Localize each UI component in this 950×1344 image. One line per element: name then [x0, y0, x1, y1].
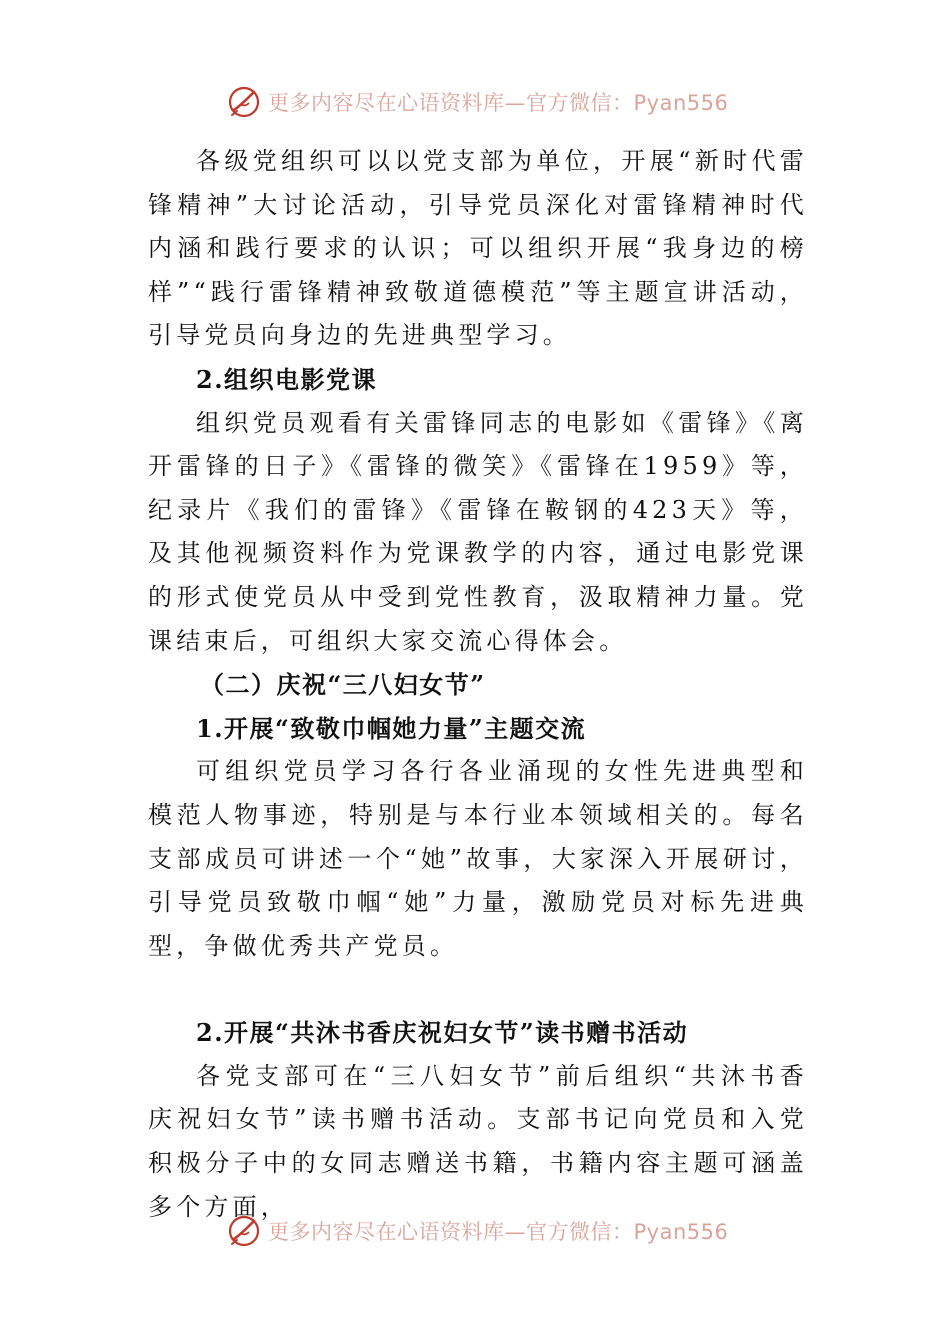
heading-womens-day: （二）庆祝“三八妇女节”: [200, 670, 486, 700]
pen-circle-logo-icon: [226, 84, 262, 120]
paragraph-reading-book-gifting: 各党支部可在“三八妇女节”前后组织“共沐书香庆祝妇女节”读书赠书活动。支部书记向党员和入党积极分子中的女同志赠送书籍，书籍内容主题可涵盖多个方面，: [148, 1061, 808, 1221]
footer-watermark-banner: [226, 1211, 746, 1251]
paragraph-lei-feng-discussion: 各级党组织可以以党支部为单位，开展“新时代雷锋精神”大讨论活动，引导党员深化对雷锋精神时代内涵和践行要求的认识；可以组织开展“我身边的榜样”“践行雷锋精神致敬道德模范”等主题宣讲活动，引导党员向身边的先进典型学习。: [148, 147, 808, 350]
banner-text: 更多内容尽在心语资料库—官方微信：Pyan556: [268, 1220, 729, 1244]
blank-line: [148, 968, 808, 1011]
paragraph-film-party-lesson: 组织党员观看有关雷锋同志的电影如《雷锋》《离开雷锋的日子》《雷锋的微笑》《雷锋在1959》等，纪录片《我们的雷锋》《雷锋在鞍钢的423天》等，及其他视频资料作为党课教学的内容，通过电影党课的形式使党员从中受到党性教育，汲取精神力量。党课结束后，可组织大家交流心得体会。: [148, 408, 808, 655]
paragraph-tribute-exchange: 可组织党员学习各行各业涌现的女性先进典型和模范人物事迹，特别是与本行业本领域相关的。每名支部成员可讲述一个“她”故事，大家深入开展研讨，引导党员致敬巾帼“她”力量，激励党员对标先进典型，争做优秀共产党员。: [148, 757, 808, 960]
banner-text: 更多内容尽在心语资料库—官方微信：Pyan556: [268, 91, 729, 115]
header-watermark-banner: [226, 82, 746, 122]
document-body: [148, 140, 808, 1229]
heading-tribute-exchange: 1.开展“致敬巾帼她力量”主题交流: [196, 713, 587, 743]
heading-reading-book-gifting: 2.开展“共沐书香庆祝妇女节”读书赠书活动: [196, 1018, 689, 1048]
heading-film-party-lesson: 2.组织电影党课: [196, 364, 378, 394]
pen-circle-logo-icon: [226, 1213, 262, 1249]
